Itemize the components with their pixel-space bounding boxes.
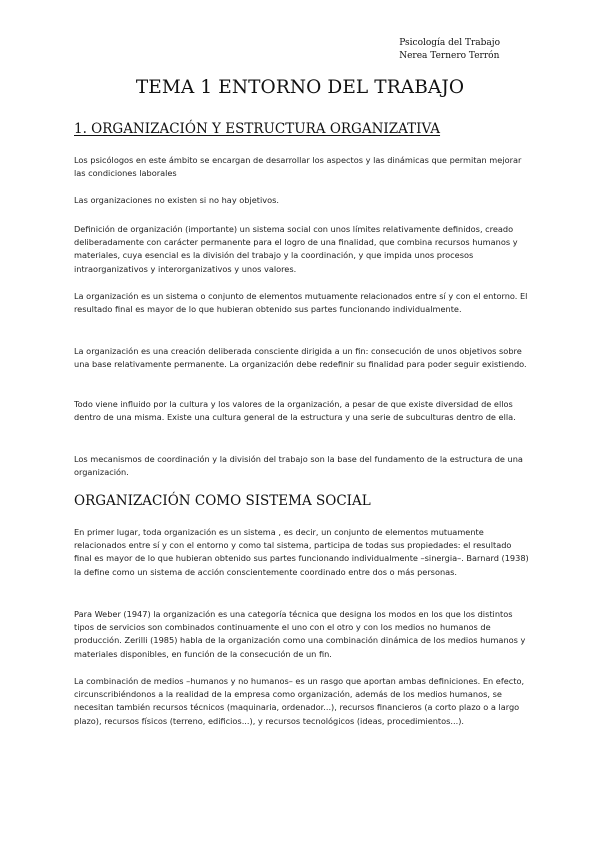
- paragraph: Todo viene influido por la cultura y los valores de la organización, a pesar de que existe diversidad de ellos dentro de una misma. Existe una cultura general de la estructura y una serie de subculturas dentro de ella.: [74, 399, 516, 423]
- header-author: Nerea Ternero Terrón: [399, 51, 500, 61]
- paragraph: La organización es un sistema o conjunto de elementos mutuamente relacionados entre sí y con el entorno. El resultado final es mayor de lo que hubieran obtenido sus partes funcionando individualmente.: [74, 291, 528, 315]
- document-title: TEMA 1 ENTORNO DEL TRABAJO: [135, 77, 465, 98]
- paragraph: La combinación de medios –humanos y no humanos– es un rasgo que aportan ambas definiciones. En efecto, circunscribiéndonos a la realidad de la empresa como organización, además de los medios humanos, se necesitan también recursos técnicos (maquinaria, ordenador...), recursos financieros (a corto plazo o a largo plazo), recursos físicos (terreno, edificios...), y recursos tecnológicos (ideas, procedimientos...).: [74, 676, 525, 726]
- header-subject: Psicología del Trabajo: [399, 38, 500, 48]
- paragraph: Las organizaciones no existen si no hay objetivos.: [74, 195, 279, 205]
- paragraph: Los mecanismos de coordinación y la división del trabajo son la base del fundamento de la estructura de una organización.: [74, 454, 523, 478]
- paragraph: Definición de organización (importante) un sistema social con unos límites relativamente definidos, creado deliberadamente con carácter permanente para el logro de una finalidad, que combina recursos humanos y materiales, cuya esencial es la división del trabajo y la coordinación, y que impida unos procesos intraorganizativos y interorganizativos y unos valores.: [74, 224, 518, 274]
- page-header: [399, 37, 500, 63]
- paragraph: Para Weber (1947) la organización es una categoría técnica que designa los modos en los que los distintos tipos de servicios son combinados continuamente el uno con el otro y con los medios no humanos de producción. Zerilli (1985) habla de la organización como una combinación dinámica de los medios humanos y materiales disponibles, en función de la consecución de un fin.: [74, 609, 526, 659]
- section-heading-organizacion: 1. ORGANIZACIÓN Y ESTRUCTURA ORGANIZATIVA: [74, 121, 441, 137]
- section-heading-sistema-social: ORGANIZACIÓN COMO SISTEMA SOCIAL: [74, 493, 371, 509]
- paragraph: Los psicólogos en este ámbito se encargan de desarrollar los aspectos y las dinámicas que permitan mejorar las condiciones laborales: [74, 155, 522, 179]
- paragraph: La organización es una creación deliberada consciente dirigida a un fin: consecución de unos objetivos sobre una base relativamente permanente. La organización debe redefinir su finalidad para poder seguir existiendo.: [74, 346, 527, 370]
- paragraph: En primer lugar, toda organización es un sistema , es decir, un conjunto de elementos mutuamente relacionados entre sí y con el entorno y como tal sistema, participa de todas sus propiedades: el resultado final es mayor de lo que hubieran obtenido sus partes funcionando individualmente –sinergia–. Barnard (1938) la define como un sistema de acción conscientemente coordinado entre dos o más personas.: [74, 527, 529, 577]
